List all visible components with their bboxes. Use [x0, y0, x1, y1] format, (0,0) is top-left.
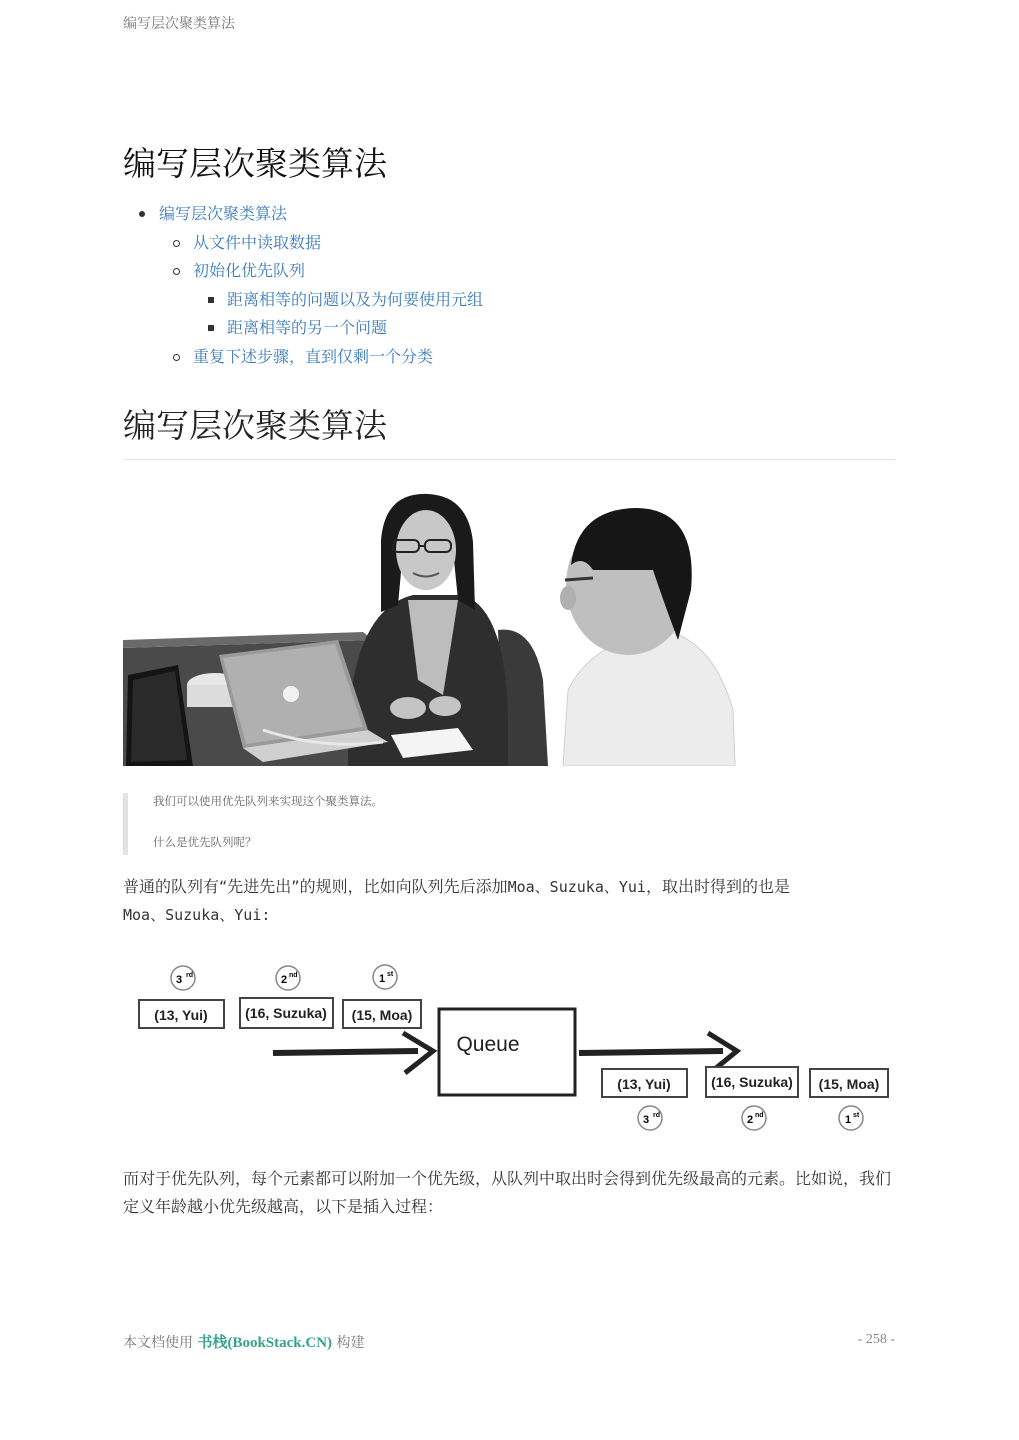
circle-bullet-icon	[173, 240, 180, 247]
section-title: 编写层次聚类算法	[123, 406, 387, 445]
paragraph-text: 普通的队列有“先进先出”的规则，比如向队列先后添加	[123, 877, 508, 896]
toc-link[interactable]: 从文件中读取数据	[193, 232, 322, 252]
paragraph: 而对于优先队列，每个元素都可以附加一个优先级，从队列中取出时会得到优先级最高的元素。比如说，我们定义年龄越小优先级越高，以下是插入过程：	[123, 1169, 892, 1216]
badge-suffix: rd	[186, 972, 193, 979]
circle-bullet-icon	[173, 354, 180, 361]
input-item-label: (13, Yui)	[154, 1007, 208, 1023]
footer-suffix: 构建	[336, 1335, 365, 1351]
badge-suffix: st	[853, 1112, 860, 1119]
section-divider	[123, 459, 895, 460]
square-bullet-icon	[208, 325, 214, 331]
table-of-contents	[123, 200, 483, 371]
arrow-icon	[273, 1051, 418, 1053]
quote-line: 我们可以使用优先队列来实现这个聚类算法。	[153, 794, 383, 808]
badge-number: 3	[642, 1114, 650, 1126]
footer-prefix: 本文档使用	[123, 1335, 193, 1351]
toc-item[interactable]	[123, 200, 483, 229]
output-item-label: (16, Suzuka)	[711, 1074, 793, 1090]
badge-suffix: st	[387, 971, 394, 978]
input-item-label: (15, Moa)	[351, 1007, 413, 1023]
badge-suffix: nd	[289, 972, 298, 979]
toc-item[interactable]	[123, 286, 483, 315]
inline-code: Moa、Suzuka、Yui	[507, 878, 646, 896]
badge-suffix: rd	[653, 1112, 660, 1119]
paragraph-text: ，取出时得到的也是	[645, 877, 790, 896]
toc-link[interactable]: 编写层次聚类算法	[159, 204, 288, 223]
output-item-label: (13, Yui)	[617, 1076, 671, 1092]
badge-number: 3	[175, 974, 183, 986]
quote-line: 什么是优先队列呢？	[153, 835, 257, 849]
order-badge	[839, 1106, 863, 1130]
toc-item[interactable]	[123, 229, 483, 258]
badge-number: 1	[844, 1114, 852, 1126]
toc-link[interactable]: 距离相等的问题以及为何要使用元组	[227, 289, 484, 309]
badge-suffix: nd	[755, 1112, 764, 1119]
inline-code: Moa、Suzuka、Yui:	[123, 906, 271, 924]
queue-label: Queue	[456, 1033, 520, 1056]
disc-bullet-icon	[139, 211, 145, 217]
toc-link[interactable]: 初始化优先队列	[193, 261, 306, 280]
page-title: 编写层次聚类算法	[123, 144, 387, 183]
badge-number: 2	[746, 1114, 754, 1126]
badge-number: 2	[280, 974, 288, 986]
order-badge	[276, 966, 300, 990]
order-badge	[171, 966, 195, 990]
input-item-label: (16, Suzuka)	[245, 1005, 327, 1021]
blockquote	[123, 793, 383, 855]
toc-link[interactable]: 距离相等的另一个问题	[227, 318, 388, 337]
badge-number: 1	[378, 973, 386, 985]
circle-bullet-icon	[173, 268, 180, 275]
toc-item[interactable]	[123, 257, 483, 286]
meeting-photo	[123, 480, 743, 766]
order-badge	[742, 1106, 766, 1130]
order-badge	[638, 1106, 662, 1130]
order-badge	[373, 965, 397, 989]
footer-credit	[123, 1331, 365, 1352]
output-item-label: (15, Moa)	[818, 1076, 880, 1092]
paragraph	[123, 873, 895, 929]
page-number: - 258 -	[857, 1332, 895, 1347]
arrow-icon	[579, 1051, 723, 1053]
toc-item[interactable]	[123, 314, 483, 343]
queue-diagram	[123, 955, 895, 1140]
toc-item[interactable]	[123, 343, 483, 372]
running-head: 编写层次聚类算法	[123, 16, 235, 32]
toc-link[interactable]: 重复下述步骤，直到仅剩一个分类	[193, 346, 434, 366]
footer-brand-link[interactable]: 书栈(BookStack.CN)	[197, 1335, 333, 1351]
square-bullet-icon	[208, 297, 214, 303]
